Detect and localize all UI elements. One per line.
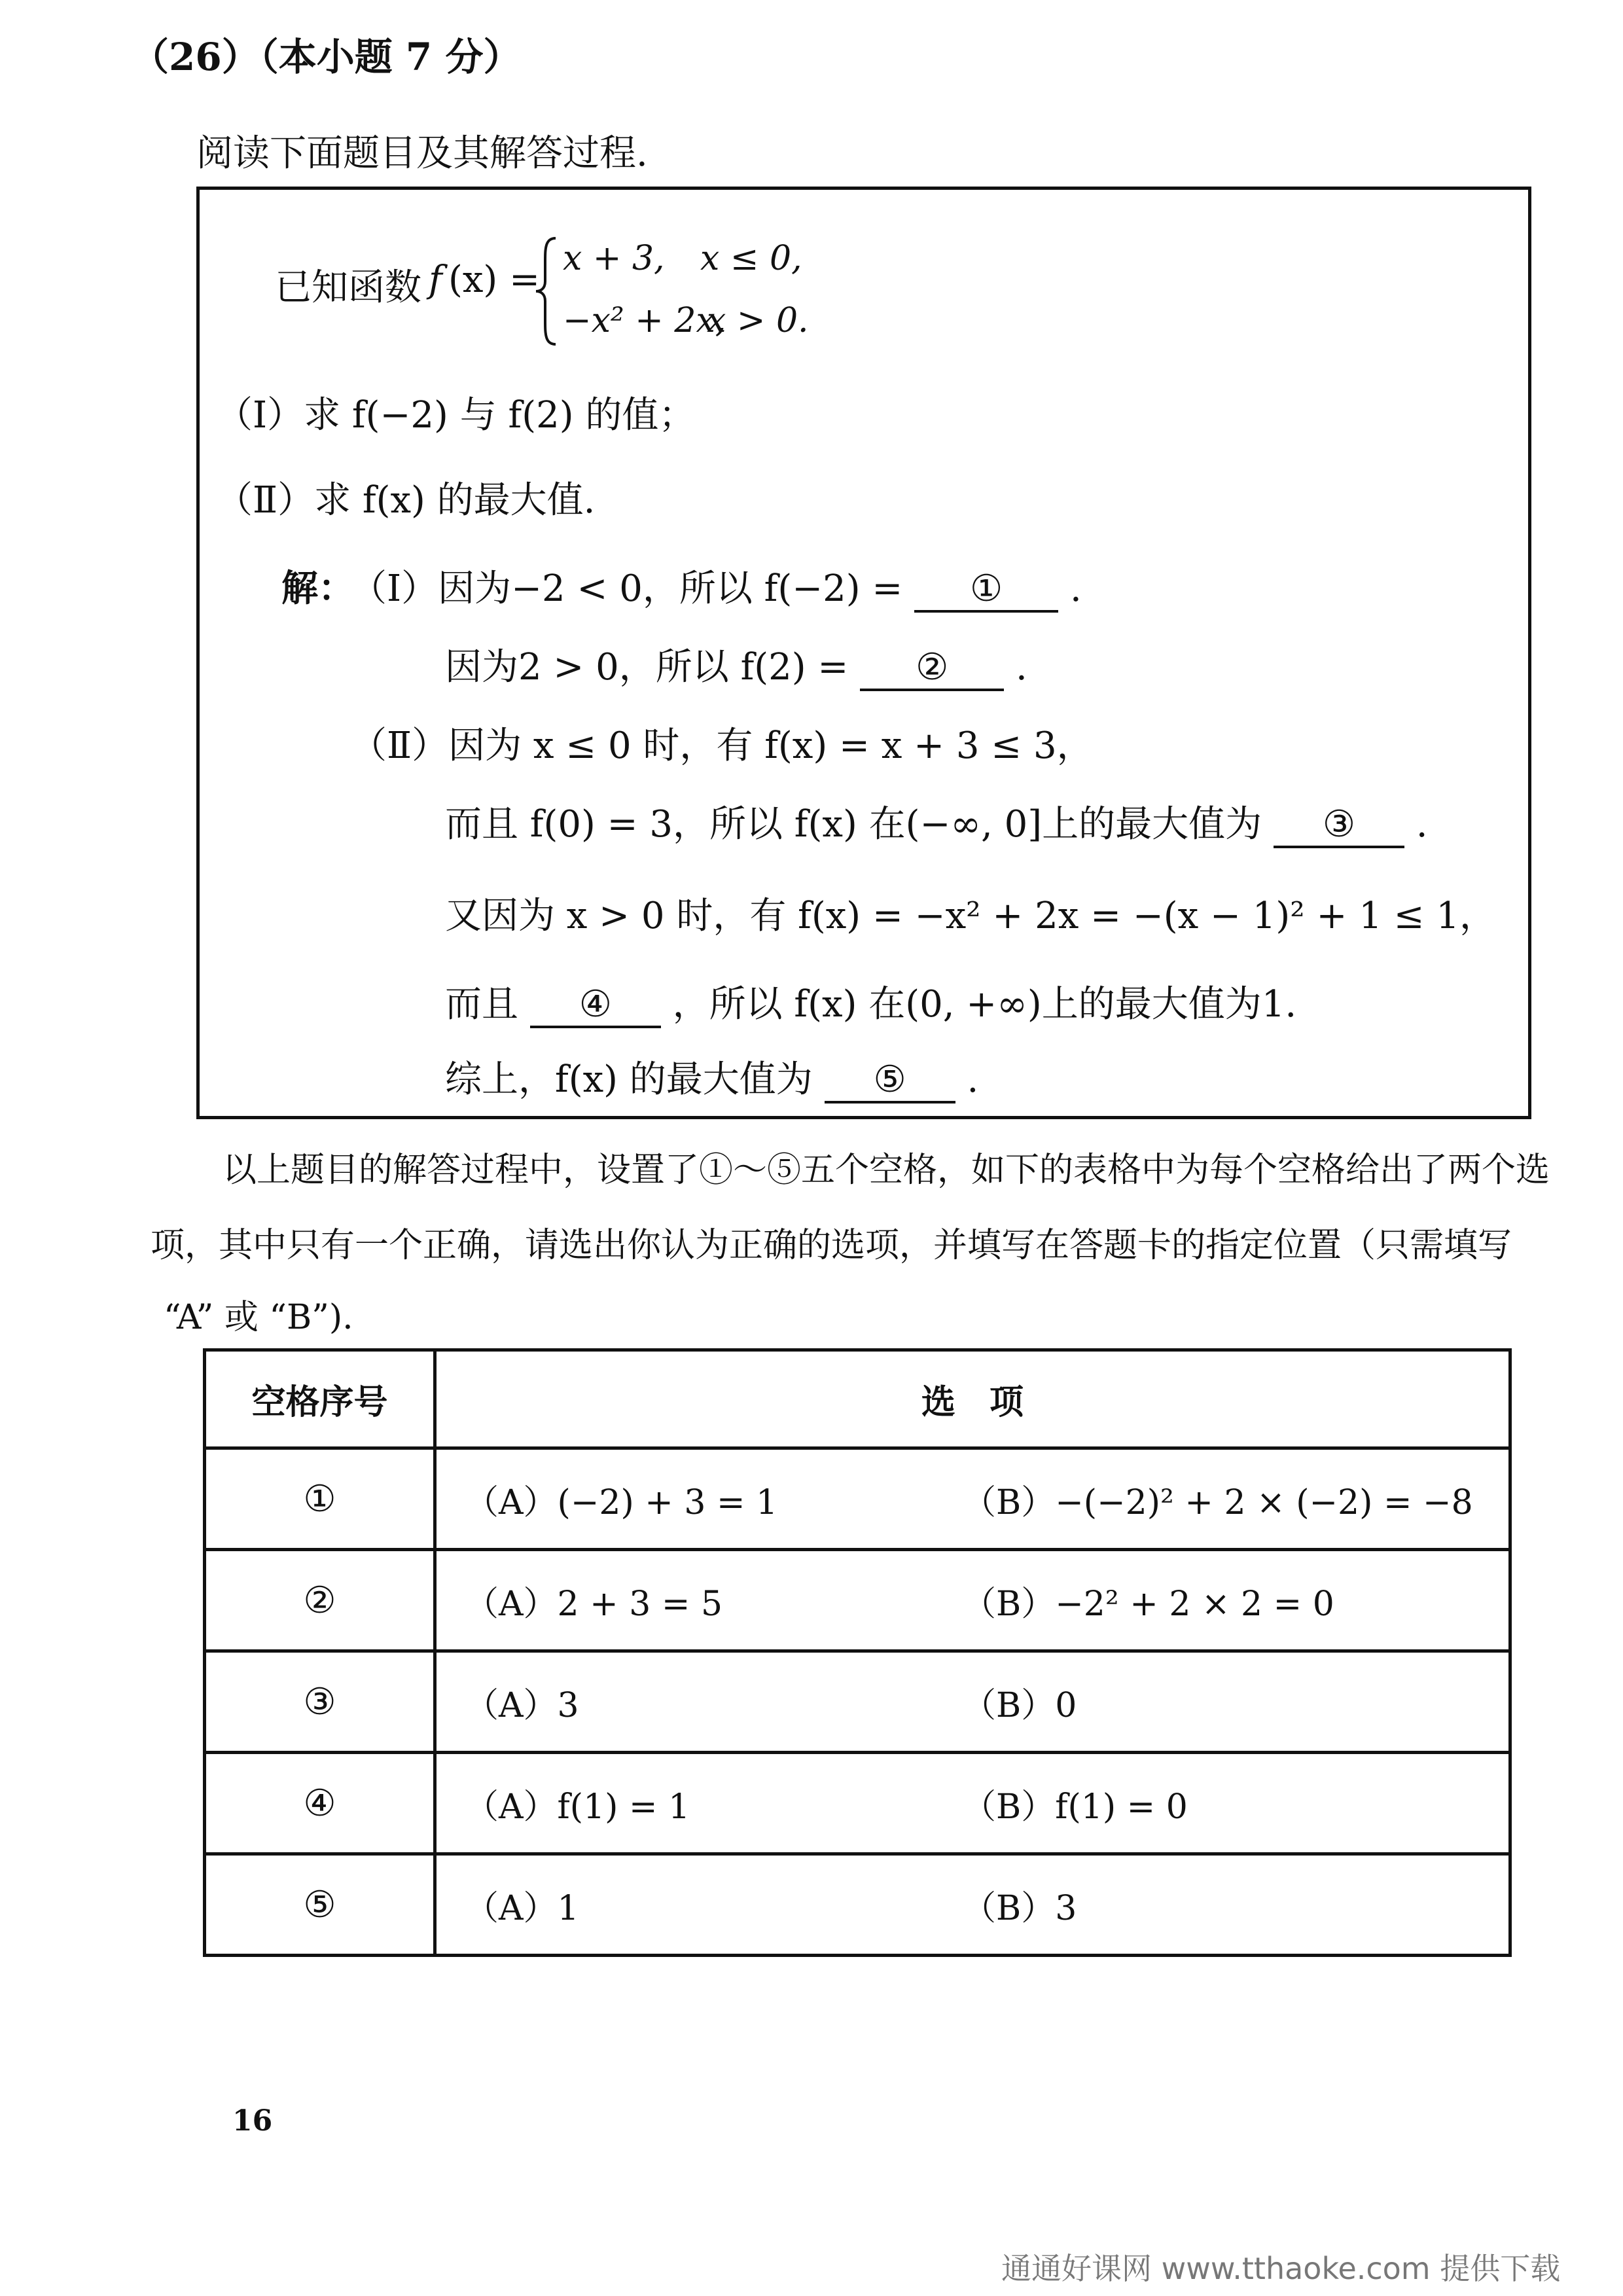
- instructions-line-3: “A” 或 “B”).: [164, 1298, 353, 1337]
- question-1: （Ⅰ）求 f(−2) 与 f(2) 的值；: [216, 394, 696, 437]
- intro-text: 阅读下面题目及其解答过程.: [196, 132, 648, 175]
- instructions-line-2: 项，其中只有一个正确，请选出你认为正确的选项，并填写在答题卡的指定位置（只需填写: [151, 1226, 1512, 1265]
- watermark: 通通好课网 www.tthaoke.com 提供下载: [1001, 2251, 1561, 2286]
- table-row-option-a: （A）f(1) = 1: [465, 1787, 690, 1827]
- table-border-right: [1508, 1348, 1512, 1957]
- table-row-option-a: （A）3: [465, 1685, 579, 1725]
- period: .: [967, 1058, 979, 1101]
- question-2: （Ⅱ）求 f(x) 的最大值.: [216, 479, 596, 522]
- table-border-bottom: [203, 1954, 1512, 1957]
- table-row-option-a: （A）2 + 3 = 5: [465, 1584, 723, 1624]
- table-row-option-b: （B）3: [962, 1888, 1077, 1928]
- solution-line-7-text: 综上，f(x) 的最大值为: [445, 1058, 813, 1101]
- case2-cond: x > 0.: [707, 301, 809, 340]
- case2-expr: −x² + 2x,: [563, 301, 726, 340]
- instructions-line-1: 以上题目的解答过程中，设置了①～⑤五个空格，如下的表格中为每个空格给出了两个选: [223, 1151, 1550, 1190]
- table-row-num: ①: [303, 1477, 336, 1520]
- table-row-option-a: （A）1: [465, 1888, 579, 1928]
- table-row-option-b: （B）0: [962, 1685, 1077, 1725]
- solution-line-4-text: 而且 f(0) = 3，所以 f(x) 在(−∞, 0]上的最大值为: [445, 803, 1262, 846]
- table-row-num: ③: [303, 1680, 336, 1723]
- table-row-num: ④: [303, 1782, 336, 1825]
- solution-line-1-text: （Ⅰ）因为−2 < 0，所以 f(−2) =: [350, 567, 903, 610]
- func-arg: (x) =: [448, 259, 540, 301]
- table-row-option-b: （B）f(1) = 0: [962, 1787, 1188, 1827]
- blank-3: ③: [1274, 803, 1404, 848]
- solution-label: 解：: [281, 567, 355, 610]
- table-row-option-b: （B）−(−2)² + 2 × (−2) = −8: [962, 1482, 1473, 1522]
- problem-number: （26）（本小题 7 分）: [131, 35, 522, 79]
- table-header-num: 空格序号: [251, 1382, 388, 1422]
- period: .: [1416, 803, 1428, 846]
- table-row-option-b: （B）−2² + 2 × 2 = 0: [962, 1584, 1334, 1624]
- blank-2: ②: [860, 646, 1004, 691]
- solution-line-5: 又因为 x > 0 时，有 f(x) = −x² + 2x = −(x − 1)² + 1 ≤ 1，: [445, 895, 1496, 937]
- table-row-num: ②: [303, 1579, 336, 1622]
- func-name: f: [429, 259, 442, 301]
- blank-5: ⑤: [825, 1058, 955, 1103]
- blank-1: ①: [914, 567, 1058, 613]
- table-row-num: ⑤: [303, 1883, 336, 1926]
- blank-4: ④: [530, 983, 661, 1028]
- given-prefix: 已知函数: [275, 266, 421, 309]
- solution-line-6-suffix: ，所以 f(x) 在(0, +∞)上的最大值为1.: [672, 983, 1297, 1026]
- period: .: [1015, 646, 1027, 689]
- period: .: [1069, 567, 1082, 610]
- table-row-option-a: （A）(−2) + 3 = 1: [465, 1482, 778, 1522]
- case1-expr: x + 3,: [563, 239, 665, 278]
- page-number: 16: [232, 2104, 273, 2138]
- table-header-options: 选 项: [921, 1382, 1024, 1422]
- solution-line-6-prefix: 而且: [445, 983, 518, 1026]
- solution-line-3: （Ⅱ）因为 x ≤ 0 时，有 f(x) = x + 3 ≤ 3，: [350, 725, 1094, 767]
- case1-cond: x ≤ 0,: [700, 239, 802, 278]
- solution-line-2-text: 因为2 > 0，所以 f(2) =: [445, 646, 849, 689]
